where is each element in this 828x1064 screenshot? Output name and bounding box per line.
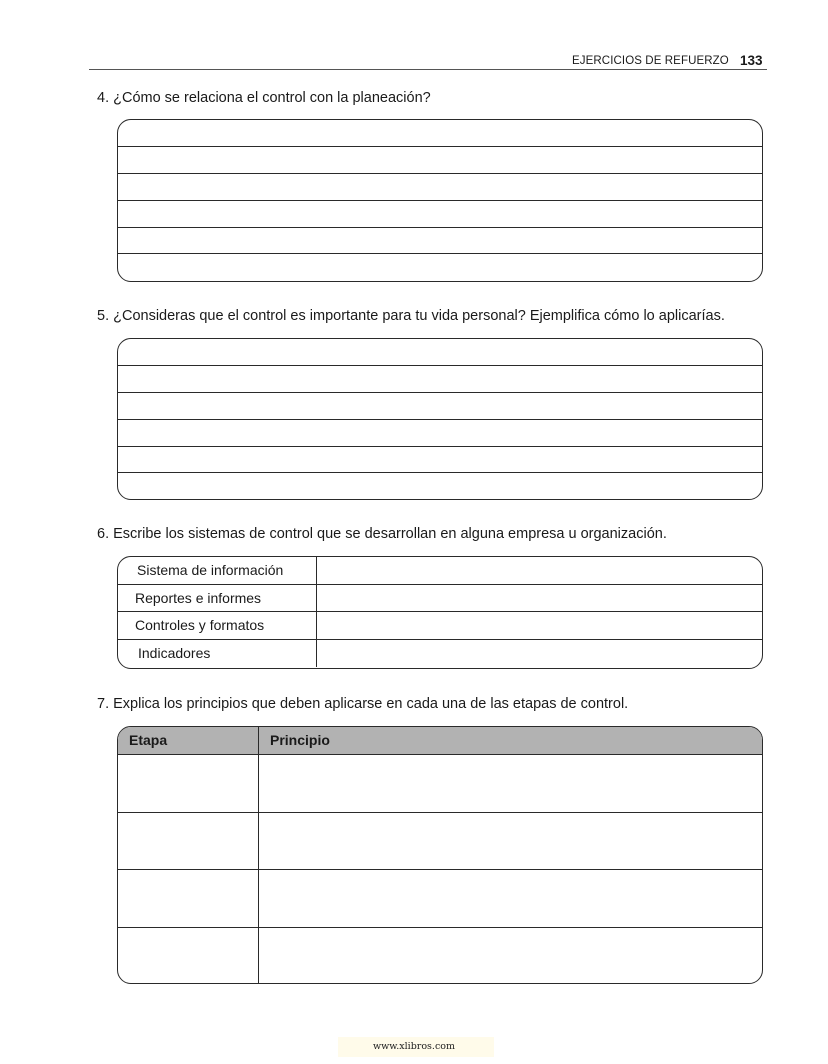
system-answer-cell[interactable] <box>317 612 762 639</box>
question-5-text: 5. ¿Consideras que el control es importante para tu vida personal? Ejemplifica cómo lo aplicarías. <box>97 308 725 324</box>
running-header-title: EJERCICIOS DE REFUERZO <box>572 55 729 67</box>
table-header-row <box>118 727 762 755</box>
question-4-text: 4. ¿Cómo se relaciona el control con la planeación? <box>97 90 431 106</box>
answer-line[interactable] <box>118 147 762 174</box>
question-7-text: 7. Explica los principios que deben aplicarse en cada una de las etapas de control. <box>97 696 629 712</box>
system-answer-cell[interactable] <box>317 640 762 668</box>
etapa-cell[interactable] <box>118 755 259 812</box>
header-divider <box>89 69 767 70</box>
system-answer-cell[interactable] <box>317 557 762 584</box>
etapa-cell[interactable] <box>118 870 259 927</box>
etapa-cell[interactable] <box>118 928 259 985</box>
table-row <box>118 928 762 985</box>
principio-cell[interactable] <box>259 813 762 870</box>
answer-line[interactable] <box>118 201 762 228</box>
footer-url[interactable]: www.xlibros.com <box>372 1041 455 1052</box>
answer-line[interactable] <box>118 339 762 366</box>
table-row <box>118 755 762 813</box>
answer-line[interactable] <box>118 420 762 447</box>
system-label: Controles y formatos <box>118 612 317 639</box>
table-row <box>118 640 762 668</box>
system-label: Reportes e informes <box>118 585 317 612</box>
table-row <box>118 557 762 585</box>
principio-cell[interactable] <box>259 755 762 812</box>
question-5-answer-box[interactable] <box>117 338 763 500</box>
table-row <box>118 612 762 640</box>
answer-line[interactable] <box>118 447 762 474</box>
column-header-etapa: Etapa <box>118 727 259 754</box>
system-label: Indicadores <box>118 640 317 668</box>
control-systems-table <box>117 556 763 669</box>
etapas-table <box>117 726 763 984</box>
answer-line[interactable] <box>118 473 762 500</box>
page-number: 133 <box>740 53 763 68</box>
answer-line[interactable] <box>118 120 762 147</box>
table-row <box>118 585 762 613</box>
principio-cell[interactable] <box>259 870 762 927</box>
system-answer-cell[interactable] <box>317 585 762 612</box>
answer-line[interactable] <box>118 254 762 281</box>
question-6-text: 6. Escribe los sistemas de control que se desarrollan en alguna empresa u organización. <box>97 526 667 542</box>
answer-line[interactable] <box>118 174 762 201</box>
etapa-cell[interactable] <box>118 813 259 870</box>
system-label: Sistema de información <box>118 557 317 584</box>
answer-line[interactable] <box>118 366 762 393</box>
table-row <box>118 813 762 871</box>
column-header-principio: Principio <box>270 732 330 748</box>
table-row <box>118 870 762 928</box>
answer-line[interactable] <box>118 228 762 255</box>
answer-line[interactable] <box>118 393 762 420</box>
principio-cell[interactable] <box>259 928 762 985</box>
question-4-answer-box[interactable] <box>117 119 763 282</box>
